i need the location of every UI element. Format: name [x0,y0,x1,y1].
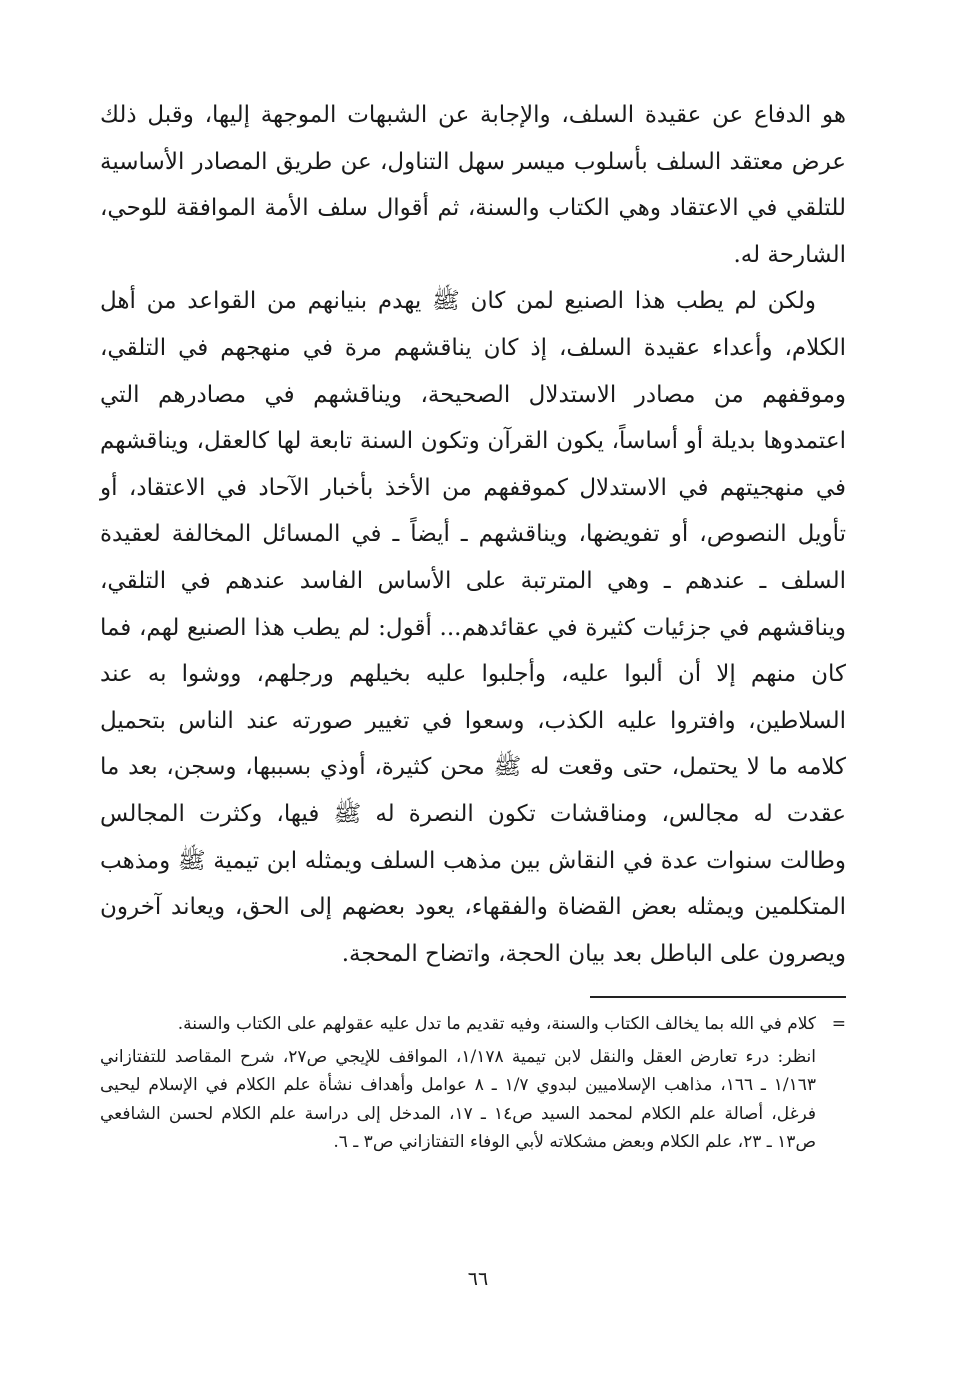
page-number: ٦٦ [467,1268,489,1290]
footnote-separator [590,996,846,998]
main-text [100,92,846,977]
footnote-continuation-marker: = [831,1014,846,1034]
footnotes [100,1010,846,1157]
paragraph-2: ولكن لم يطب هذا الصنيع لمن كان ﷺ يهدم بنيانهم من القواعد من أهل الكلام، وأعداء عقيدة السلف، إذ كان يناقشهم مرة في منهجهم في التلقي، وموقفهم من مصادر الاستدلال الصحيحة، ويناقشهم في مصادرهم التي اعتمدوها بديلة أو أساساً، يكون القرآن وتكون السنة تابعة لها كالعقل، ويناقشهم في منهجيتهم في الاستدلال كموقفهم من الأخذ بأخبار الآحاد في الاعتقاد، أو تأويل النصوص، أو تفويضها، ويناقشهم ـ أيضاً ـ في المسائل المخالفة لعقيدة السلف ـ عندهم ـ وهي المترتبة على الأساس الفاسد عندهم في التلقي، ويناقشهم في جزئيات كثيرة في عقائدهم... أقول: لم يطب هذا الصنيع لهم، فما كان منهم إلا أن ألبوا عليه، وأجلبوا عليه بخيلهم ورجلهم، ووشوا به عند السلاطين، وافتروا عليه الكذب، وسعوا في تغيير صورته عند الناس بتحميل كلامه ما لا يحتمل، حتى وقعت له ﷺ محن كثيرة، أوذي بسببها، وسجن، بعد ما عقدت له مجالس، ومناقشات تكون النصرة له ﷺ فيها، وكثرت المجالس وطالت سنوات عدة في النقاش بين مذهب السلف ويمثله ابن تيمية ﷺ ومذهب المتكلمين ويمثله بعض القضاة والفقهاء، يعود بعضهم إلى الحق، ويعاند آخرون ويصرون على الباطل بعد بيان الحجة، واتضاح المحجة. [100,288,847,967]
footnote-continuation-text: كلام في الله بما يخالف الكتاب والسنة، وفيه تقديم ما تدل عليه عقولهم على الكتاب والسنة. [177,1014,816,1034]
paragraph-1: هو الدفاع عن عقيدة السلف، والإجابة عن الشبهات الموجهة إليها، وقبل ذلك عرض معتقد السلف بأسلوب ميسر سهل التناول، عن طريق المصادر الأساسية للتلقي في الاعتقاد وهي الكتاب والسنة، ثم أقوال سلف الأمة الموافقة للوحي، الشارحة له. [100,102,846,268]
footnote-references: انظر: درء تعارض العقل والنقل لابن تيمية ١/١٧٨، المواقف للإيجي ص٢٧، شرح المقاصد للتفتازاني ١/١٦٣ ـ ١٦٦، مذاهب الإسلاميين لبدوي ١/٧ ـ ٨ عوامل وأهداف نشأة علم الكلام في الإسلام ليحيى فرغل، أصالة علم الكلام لمحمد السيد ص١٤ ـ ١٧، المدخل إلى دراسة علم الكلام لحسن الشافعي ص١٣ ـ ٢٣، علم الكلام وبعض مشكلاته لأبي الوفاء التفتازاني ص٣ ـ ٦. [100,1046,817,1152]
footnote-continuation [100,1010,846,1039]
